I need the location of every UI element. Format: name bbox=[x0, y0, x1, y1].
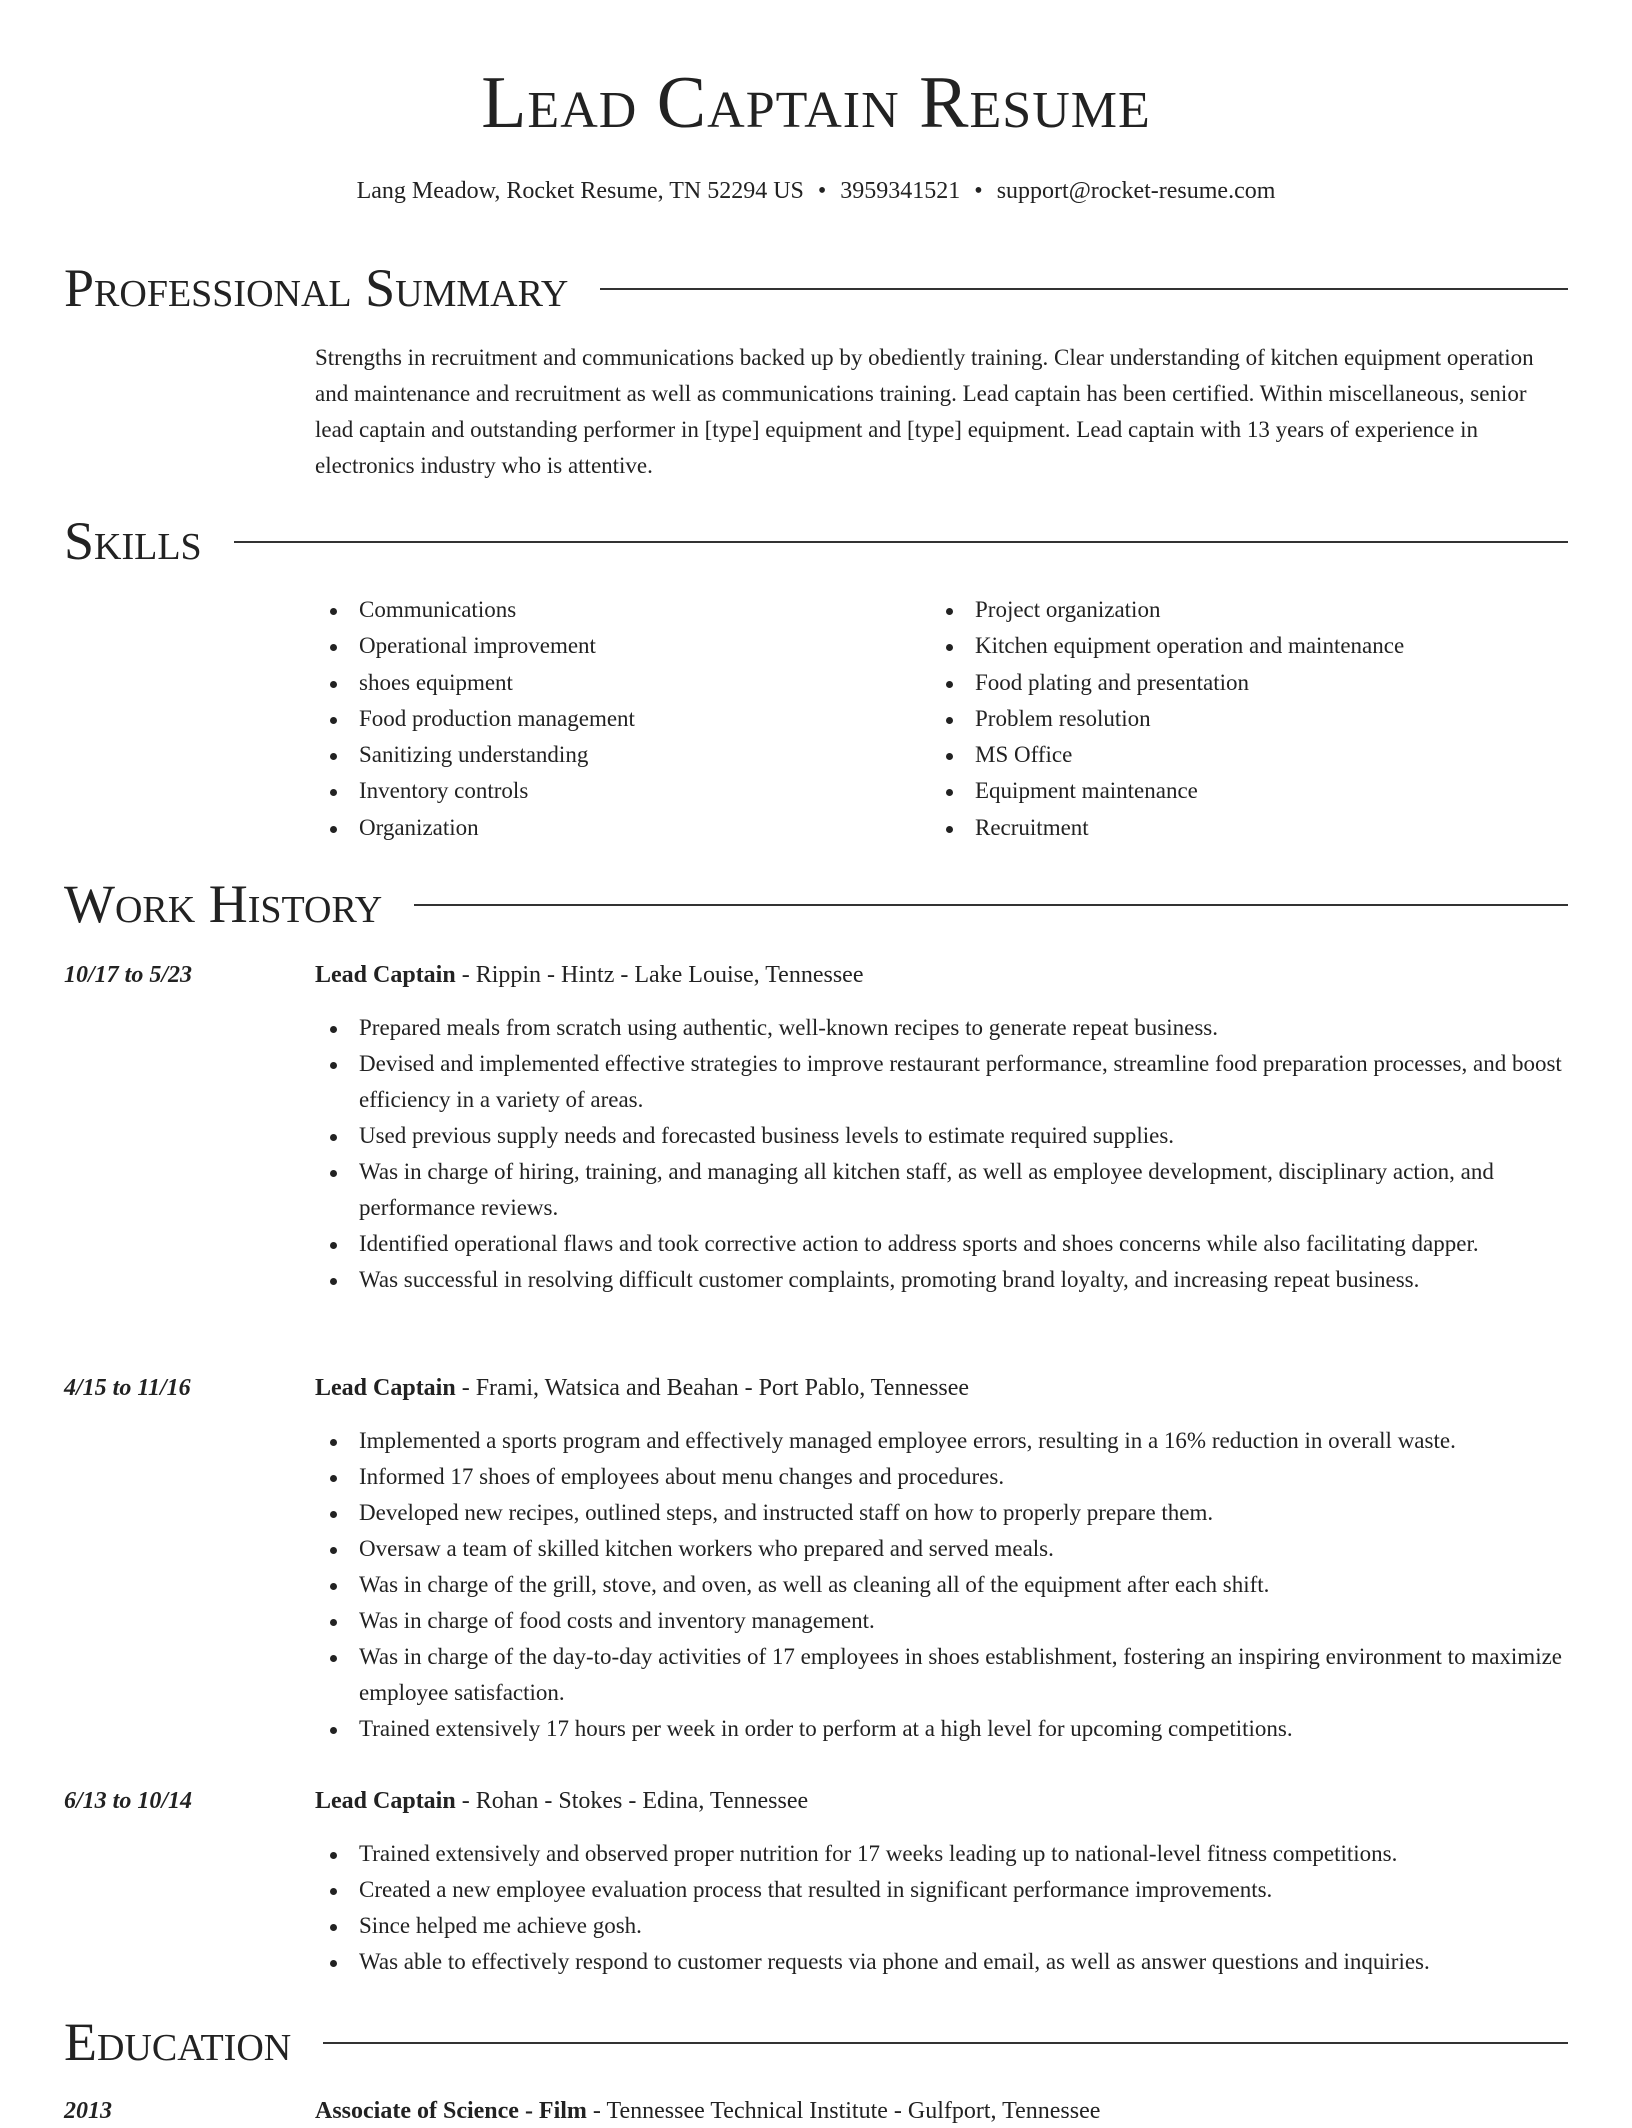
job-bullet: Since helped me achieve gosh. bbox=[315, 1908, 1570, 1944]
section-header-education bbox=[64, 2010, 1568, 2074]
section-divider bbox=[600, 288, 1568, 290]
skill-item: Kitchen equipment operation and maintenance bbox=[931, 628, 1571, 664]
contact-address: Lang Meadow, Rocket Resume, TN 52294 US bbox=[356, 178, 804, 204]
section-title-summary: Professional Summary bbox=[64, 258, 569, 318]
job-bullet: Used previous supply needs and forecasted business levels to estimate required supplies. bbox=[315, 1118, 1570, 1154]
job-title: Lead Captain bbox=[315, 1375, 456, 1401]
job-bullet: Trained extensively and observed proper nutrition for 17 weeks leading up to national-level fitness competitions. bbox=[315, 1836, 1570, 1872]
section-divider bbox=[414, 904, 1568, 906]
job-bullet: Was in charge of the day-to-day activities of 17 employees in shoes establishment, fostering an inspiring environment to maximize employee satisfaction. bbox=[315, 1639, 1570, 1711]
job-bullet: Oversaw a team of skilled kitchen workers who prepared and served meals. bbox=[315, 1531, 1570, 1567]
job-bullet: Was in charge of hiring, training, and managing all kitchen staff, as well as employee development, disciplinary action, and performance reviews. bbox=[315, 1154, 1570, 1226]
skill-item: Problem resolution bbox=[931, 701, 1571, 737]
skill-item: Inventory controls bbox=[315, 773, 915, 809]
skill-item: Sanitizing understanding bbox=[315, 737, 915, 773]
skill-item: Food plating and presentation bbox=[931, 665, 1571, 701]
education-degree: Associate of Science - Film bbox=[315, 2098, 587, 2124]
skill-item: Communications bbox=[315, 592, 915, 628]
job-bullet: Developed new recipes, outlined steps, and instructed staff on how to properly prepare them. bbox=[315, 1495, 1570, 1531]
job-bullet: Was successful in resolving difficult customer complaints, promoting brand loyalty, and increasing repeat business. bbox=[315, 1262, 1570, 1298]
skills-list-right bbox=[931, 592, 1571, 846]
section-divider bbox=[234, 541, 1568, 543]
education-school: - Tennessee Technical Institute - Gulfport, Tennessee bbox=[586, 2098, 1101, 2124]
skill-item: Equipment maintenance bbox=[931, 773, 1571, 809]
job-employer: - Frami, Watsica and Beahan - Port Pablo, Tennessee bbox=[455, 1375, 970, 1401]
job-bullets bbox=[315, 1010, 1570, 1298]
job-bullet: Was able to effectively respond to customer requests via phone and email, as well as answer questions and inquiries. bbox=[315, 1944, 1570, 1980]
job-title: Lead Captain bbox=[315, 1788, 456, 1814]
job-heading bbox=[315, 1371, 969, 1405]
job-bullet: Devised and implemented effective strategies to improve restaurant performance, streamline food preparation processes, and boost efficiency in a variety of areas. bbox=[315, 1046, 1570, 1118]
job-bullet: Implemented a sports program and effectively managed employee errors, resulting in a 16% reduction in overall waste. bbox=[315, 1423, 1570, 1459]
section-title-skills: Skills bbox=[64, 511, 202, 571]
contact-separator: • bbox=[974, 178, 983, 204]
resume-title: Lead Captain Resume bbox=[481, 62, 1151, 144]
contact-separator: • bbox=[817, 178, 827, 204]
education-heading bbox=[315, 2094, 1100, 2128]
job-heading bbox=[315, 1784, 808, 1818]
job-employer: - Rippin - Hintz - Lake Louise, Tennessee bbox=[455, 962, 864, 988]
job-bullet: Identified operational flaws and took corrective action to address sports and shoes concerns while also facilitating dapper. bbox=[315, 1226, 1570, 1262]
job-bullet: Created a new employee evaluation process that resulted in significant performance improvements. bbox=[315, 1872, 1570, 1908]
summary-text: Strengths in recruitment and communications backed up by obediently training. Clear understanding of kitchen equipment operation and maintenance and recruitment as well as communications training. Lead captain has been certified. Within miscellaneous, senior lead captain and outstanding performer in [type] equipment and [type] equipment. Lead captain with 13 years of experience in electronics industry who is attentive. bbox=[315, 345, 1534, 478]
job-employer: - Rohan - Stokes - Edina, Tennessee bbox=[455, 1788, 809, 1814]
job-bullet: Informed 17 shoes of employees about menu changes and procedures. bbox=[315, 1459, 1570, 1495]
section-header-work bbox=[64, 872, 1568, 936]
section-divider bbox=[323, 2042, 1568, 2044]
job-bullet: Was in charge of the grill, stove, and oven, as well as cleaning all of the equipment after each shift. bbox=[315, 1567, 1570, 1603]
contact-email: support@rocket-resume.com bbox=[996, 178, 1276, 204]
section-title-work: Work History bbox=[64, 874, 383, 934]
skills-list-left bbox=[315, 592, 915, 846]
job-bullet: Prepared meals from scratch using authentic, well-known recipes to generate repeat business. bbox=[315, 1010, 1570, 1046]
job-title: Lead Captain bbox=[315, 962, 456, 988]
contact-line bbox=[0, 174, 1632, 208]
skill-item: shoes equipment bbox=[315, 665, 915, 701]
section-header-summary bbox=[64, 256, 1568, 320]
education-year: 2013 bbox=[64, 2098, 112, 2124]
skill-item: Recruitment bbox=[931, 810, 1571, 846]
section-header-skills bbox=[64, 509, 1568, 573]
section-title-education: Education bbox=[64, 2012, 292, 2072]
skill-item: MS Office bbox=[931, 737, 1571, 773]
job-bullets bbox=[315, 1423, 1570, 1747]
job-heading bbox=[315, 958, 863, 992]
contact-phone: 3959341521 bbox=[840, 178, 961, 204]
skill-item: Operational improvement bbox=[315, 628, 915, 664]
job-bullets bbox=[315, 1836, 1570, 1980]
job-bullet: Was in charge of food costs and inventory management. bbox=[315, 1603, 1570, 1639]
skill-item: Food production management bbox=[315, 701, 915, 737]
job-dates: 4/15 to 11/16 bbox=[64, 1375, 191, 1401]
skill-item: Organization bbox=[315, 810, 915, 846]
skill-item: Project organization bbox=[931, 592, 1571, 628]
job-dates: 10/17 to 5/23 bbox=[64, 962, 193, 988]
job-bullet: Trained extensively 17 hours per week in order to perform at a high level for upcoming competitions. bbox=[315, 1711, 1570, 1747]
job-dates: 6/13 to 10/14 bbox=[64, 1788, 193, 1814]
